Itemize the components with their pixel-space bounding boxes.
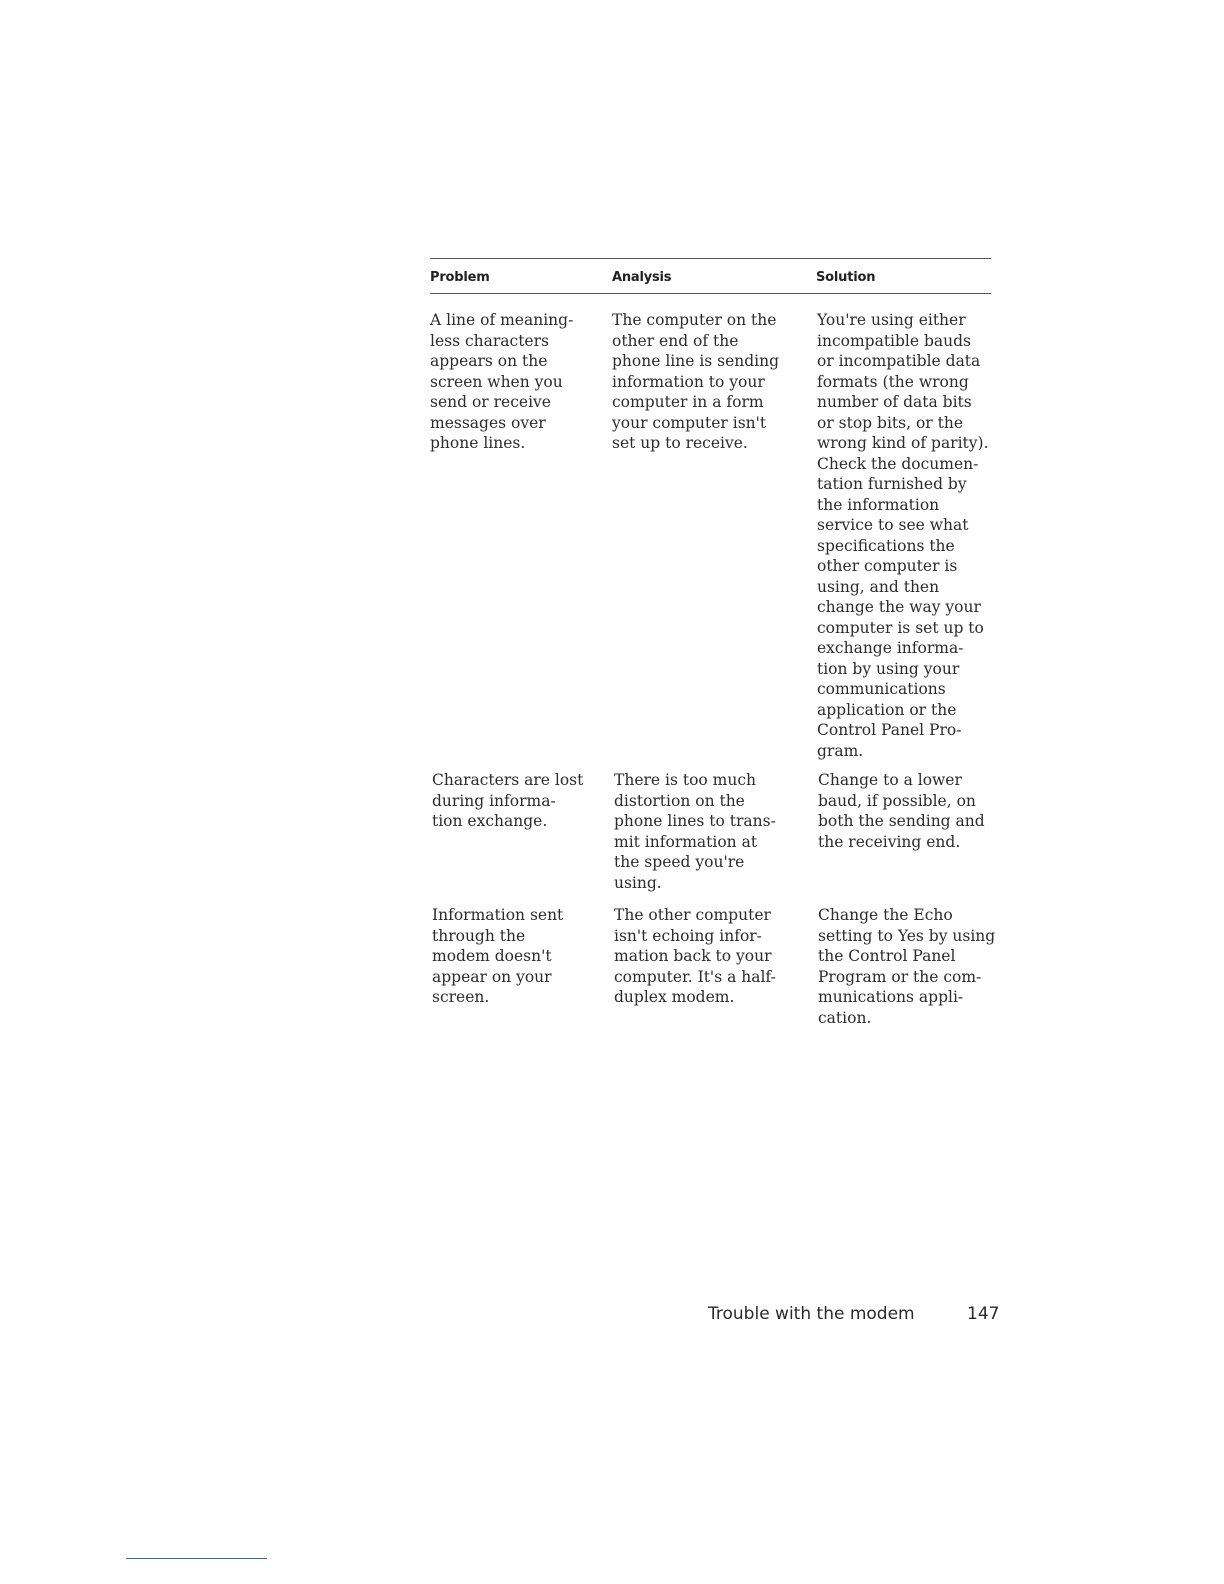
solution-cell: You're using either incompatible bauds or incompatible data formats (the wrong number of data bits or stop bits, or the wrong kind of parity). Check the documen- tation furnished by the information service to see what specifications the other computer is using, and then change the way your computer is set up to exchange informa- tion by using your communications application or the Control Panel Pro- gram.: [817, 311, 989, 760]
problem-cell: A line of meaning- less characters appears on the screen when you send or receive messages over phone lines.: [430, 311, 574, 452]
header-analysis: Analysis: [612, 270, 672, 285]
troubleshooting-table: [430, 258, 996, 1027]
scan-edge-line: [126, 1558, 267, 1559]
header-solution: Solution: [816, 270, 876, 285]
problem-cell: Information sent through the modem doesn't appear on your screen.: [432, 906, 564, 1006]
analysis-cell: There is too much distortion on the phone lines to trans- mit information at the speed you're using.: [614, 771, 776, 892]
solution-cell: Change to a lower baud, if possible, on both the sending and the receiving end.: [818, 771, 985, 851]
solution-cell: Change the Echo setting to Yes by using the Control Panel Program or the com- munications appli- cation.: [818, 906, 996, 1027]
page-number: 147: [967, 1304, 1000, 1324]
analysis-cell: The computer on the other end of the phone line is sending information to your computer in a form your computer isn't set up to receive.: [612, 311, 780, 452]
analysis-cell: The other computer isn't echoing infor- mation back to your computer. It's a half- duplex modem.: [614, 906, 776, 1006]
running-footer-title: Trouble with the modem: [708, 1304, 915, 1324]
table-header-row: [430, 259, 991, 293]
problem-cell: Characters are lost during informa- tion exchange.: [432, 771, 584, 830]
header-problem: Problem: [430, 270, 490, 285]
table-header-rule: [430, 293, 991, 294]
